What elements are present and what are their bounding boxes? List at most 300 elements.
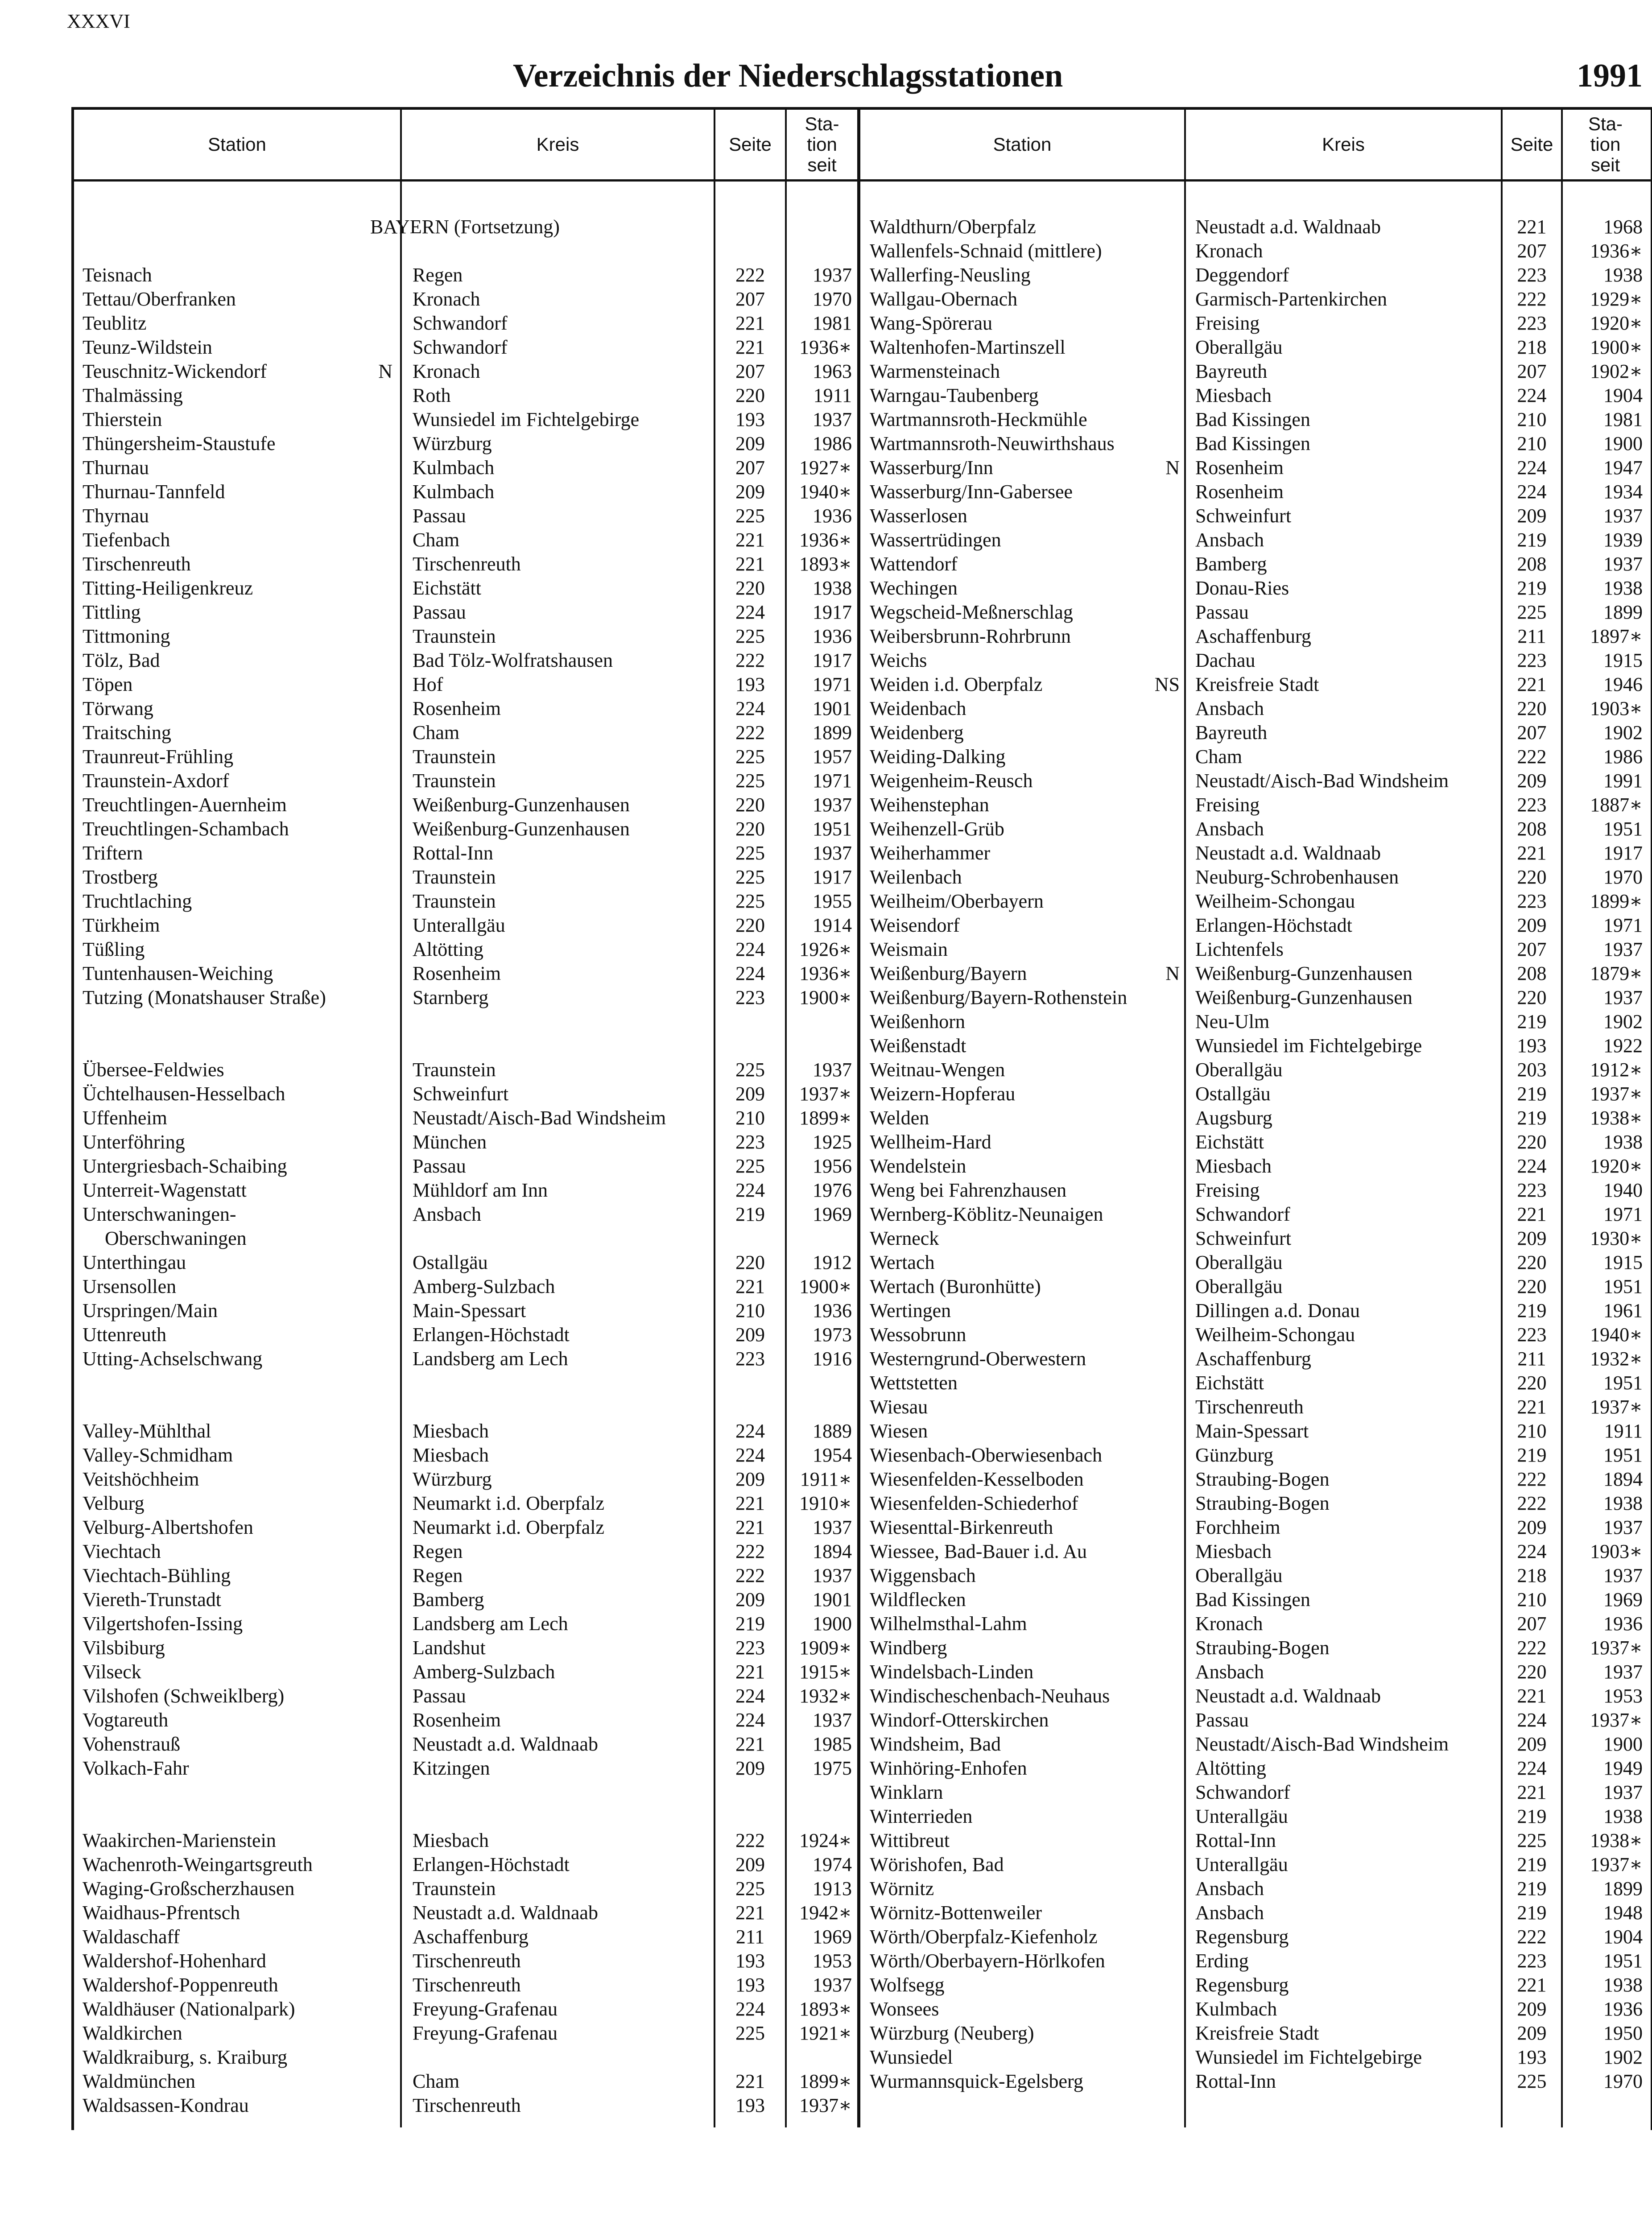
- station-name: Uffenheim: [83, 1107, 167, 1129]
- station-since-year: 1911: [1604, 1420, 1643, 1442]
- station-name: Wiesenttal-Birkenreuth: [870, 1516, 1053, 1538]
- table-row: [0, 335, 1652, 359]
- kreis-name: Bayreuth: [1195, 722, 1268, 743]
- station-since-year: 1937∗: [1590, 1396, 1643, 1418]
- station-since-year: 1937: [813, 1059, 852, 1081]
- table-row: [0, 1130, 1652, 1154]
- table-row: [0, 1949, 1652, 1973]
- station-name: Weißenhorn: [870, 1011, 965, 1032]
- station-since-year: 1937: [1603, 1516, 1643, 1538]
- station-name: Winklarn: [870, 1781, 943, 1803]
- kreis-name: Traunstein: [413, 890, 496, 912]
- station-name: Weihenzell-Grüb: [870, 818, 1004, 840]
- station-name: Triftern: [83, 842, 143, 864]
- station-since-year: 1927∗: [799, 457, 852, 479]
- station-name: Wunsiedel: [870, 2046, 953, 2068]
- page-number-cell: 209: [1517, 914, 1547, 936]
- kreis-name: Neustadt a.d. Waldnaab: [1195, 842, 1381, 864]
- page-number-cell: 224: [1517, 1540, 1547, 1562]
- page-number-cell: 223: [735, 1348, 765, 1370]
- page-number-cell: 210: [1517, 433, 1547, 454]
- page-number-cell: 222: [735, 1565, 765, 1586]
- kreis-name: Ansbach: [1195, 1661, 1264, 1683]
- station-since-year: 1938: [1603, 264, 1643, 286]
- kreis-name: Weilheim-Schongau: [1195, 890, 1355, 912]
- station-since-year: 1951: [1603, 1950, 1643, 1972]
- kreis-name: Passau: [413, 1685, 466, 1707]
- station-name: Waldkirchen: [83, 2022, 182, 2044]
- station-name: Tuntenhausen-Weiching: [83, 962, 273, 984]
- page-number-cell: 219: [1517, 1805, 1547, 1827]
- station-name: Wiggensbach: [870, 1565, 976, 1586]
- station-since-year: 1939: [1603, 529, 1643, 551]
- page-number-cell: 219: [1517, 1083, 1547, 1105]
- station-since-year: 1937: [1603, 1781, 1643, 1803]
- page-number-cell: 209: [735, 1324, 765, 1346]
- station-name: Wattendorf: [870, 553, 958, 575]
- station-name: Viereth-Trunstadt: [83, 1589, 222, 1611]
- station-name: Titting-Heiligenkreuz: [83, 577, 253, 599]
- station-name: Weichs: [870, 649, 927, 671]
- station-since-year: 1937: [813, 1516, 852, 1538]
- station-name: Wertach: [870, 1251, 935, 1273]
- station-since-year: 1974: [813, 1854, 852, 1875]
- kreis-name: Traunstein: [413, 770, 496, 792]
- kreis-name: Bamberg: [1195, 553, 1267, 575]
- station-since-year: 1932∗: [1590, 1348, 1643, 1370]
- station-name: Tutzing (Monatshauser Straße): [83, 987, 326, 1008]
- station-since-year: 1937: [813, 1974, 852, 1996]
- station-name: Treuchtlingen-Schambach: [83, 818, 289, 840]
- page-number-cell: 222: [1517, 1468, 1547, 1490]
- page-year: 1991: [1577, 58, 1643, 94]
- kreis-name: Kronach: [1195, 240, 1263, 262]
- kreis-name: Neustadt/Aisch-Bad Windsheim: [413, 1107, 666, 1129]
- station-name: Tittling: [83, 601, 141, 623]
- station-name: Weiden i.d. Oberpfalz: [870, 673, 1043, 695]
- kreis-name: Oberallgäu: [1195, 1059, 1283, 1081]
- page-number-cell: 193: [735, 2094, 765, 2116]
- station-since-year: 1900: [1603, 1733, 1643, 1755]
- station-name: Wettstetten: [870, 1372, 958, 1394]
- page-number-cell: 208: [1517, 553, 1547, 575]
- station-name: Waakirchen-Marienstein: [83, 1829, 276, 1851]
- page-number-cell: 203: [1517, 1059, 1547, 1081]
- page-number-cell: 219: [1517, 1878, 1547, 1900]
- kreis-name: München: [413, 1131, 487, 1153]
- table-row: [0, 576, 1652, 600]
- kreis-name: Weilheim-Schongau: [1195, 1324, 1355, 1346]
- kreis-name: Regensburg: [1195, 1974, 1289, 1996]
- station-since-year: 1920∗: [1590, 1155, 1643, 1177]
- kreis-name: Forchheim: [1195, 1516, 1280, 1538]
- page-number-cell: 225: [735, 1155, 765, 1177]
- page-number-cell: 223: [1517, 890, 1547, 912]
- page-number-cell: 219: [1517, 1902, 1547, 1924]
- page-number-cell: 209: [735, 481, 765, 503]
- station-name: Wessobrunn: [870, 1324, 966, 1346]
- kreis-name: Tirschenreuth: [413, 553, 521, 575]
- kreis-name: Kronach: [413, 288, 480, 310]
- station-since-year: 1899∗: [1590, 890, 1643, 912]
- station-since-year: 1917: [1603, 842, 1643, 864]
- station-since-year: 1921∗: [799, 2022, 852, 2044]
- page-number-cell: 220: [1517, 1372, 1547, 1394]
- table-row: [0, 1443, 1652, 1467]
- kreis-name: Traunstein: [413, 1878, 496, 1900]
- station-since-year: 1937: [813, 1709, 852, 1731]
- page-number-cell: 221: [735, 336, 765, 358]
- station-since-year: 1899∗: [799, 1107, 852, 1129]
- kreis-name: Erding: [1195, 1950, 1249, 1972]
- station-since-year: 1917: [813, 866, 852, 888]
- table-row: [0, 1877, 1652, 1901]
- kreis-name: Dachau: [1195, 649, 1256, 671]
- station-name: Weilheim/Oberbayern: [870, 890, 1044, 912]
- station-since-year: 1969: [813, 1203, 852, 1225]
- kreis-name: Wunsiedel im Fichtelgebirge: [1195, 2046, 1422, 2068]
- station-name: Windelsbach-Linden: [870, 1661, 1034, 1683]
- table-row: [0, 817, 1652, 841]
- page-number-cell: 223: [735, 987, 765, 1008]
- page-number-cell: 219: [1517, 1854, 1547, 1875]
- table-row: [0, 1082, 1652, 1106]
- station-name: Weidenbach: [870, 698, 966, 719]
- page-number-cell: 210: [1517, 409, 1547, 430]
- kreis-name: Ansbach: [1195, 1902, 1264, 1924]
- page-number-cell: 207: [735, 457, 765, 479]
- table-row: [0, 1805, 1652, 1829]
- station-since-year: 1893∗: [799, 553, 852, 575]
- page-number-cell: 224: [1517, 1155, 1547, 1177]
- station-name: Waging-Großscherzhausen: [83, 1878, 295, 1900]
- kreis-name: Erlangen-Höchstadt: [413, 1324, 570, 1346]
- table-row: [0, 456, 1652, 480]
- table-row: [0, 1178, 1652, 1202]
- kreis-name: Wunsiedel im Fichtelgebirge: [413, 409, 640, 430]
- station-since-year: 1936: [813, 625, 852, 647]
- station-name: Weismain: [870, 938, 948, 960]
- page-number-cell: 223: [1517, 1324, 1547, 1346]
- table-row: [0, 1491, 1652, 1516]
- station-since-year: 1894: [813, 1540, 852, 1562]
- table-row: [0, 697, 1652, 721]
- kreis-name: Passau: [413, 601, 466, 623]
- table-row: [0, 432, 1652, 456]
- kreis-name: Main-Spessart: [1195, 1420, 1309, 1442]
- station-name: Waldershof-Hohenhard: [83, 1950, 266, 1972]
- station-since-year: 1902: [1603, 2046, 1643, 2068]
- page-number-cell: 225: [1517, 2070, 1547, 2092]
- station-name: Würzburg (Neuberg): [870, 2022, 1034, 2044]
- kreis-name: Main-Spessart: [413, 1300, 526, 1321]
- kreis-name: Neumarkt i.d. Oberpfalz: [413, 1516, 605, 1538]
- kreis-name: Kitzingen: [413, 1757, 490, 1779]
- station-name: Wiesenbach-Oberwiesenbach: [870, 1444, 1103, 1466]
- kreis-name: Traunstein: [413, 625, 496, 647]
- page-number-cell: 220: [1517, 1276, 1547, 1297]
- page-number-cell: 193: [1517, 2046, 1547, 2068]
- header-seite: Seite: [1510, 134, 1553, 155]
- station-name: Weilenbach: [870, 866, 962, 888]
- page-number-cell: 222: [735, 649, 765, 671]
- station-since-year: 1925: [813, 1131, 852, 1153]
- kreis-name: Würzburg: [413, 433, 492, 454]
- page-number-cell: 221: [735, 1661, 765, 1683]
- station-since-year: 1940∗: [1590, 1324, 1643, 1346]
- station-since-year: 1902: [1603, 722, 1643, 743]
- station-since-year: 1963: [813, 360, 852, 382]
- station-name: Windberg: [870, 1637, 947, 1659]
- station-since-year: 1971: [1603, 914, 1643, 936]
- page-number-cell: 209: [1517, 1227, 1547, 1249]
- kreis-name: Freising: [1195, 794, 1260, 816]
- station-since-year: 1899∗: [799, 2070, 852, 2092]
- page-number-cell: 224: [735, 1709, 765, 1731]
- station-name: Weißenstadt: [870, 1035, 966, 1057]
- page-number-cell: 222: [1517, 1926, 1547, 1948]
- station-name: Windorf-Otterskirchen: [870, 1709, 1049, 1731]
- station-since-year: 1947: [1603, 457, 1643, 479]
- kreis-name: Freyung-Grafenau: [413, 2022, 558, 2044]
- page-number-cell: 223: [1517, 1950, 1547, 1972]
- station-since-year: 1936: [813, 1300, 852, 1321]
- kreis-name: Miesbach: [1195, 384, 1272, 406]
- table-row: [0, 937, 1652, 962]
- station-name: Wasserlosen: [870, 505, 967, 527]
- page-number-cell: 223: [1517, 312, 1547, 334]
- page-number-cell: 209: [1517, 1516, 1547, 1538]
- table-row: [0, 1010, 1652, 1034]
- page-number-cell: 209: [1517, 1998, 1547, 2020]
- station-name: Waldsassen-Kondrau: [83, 2094, 249, 2116]
- page-number-cell: 219: [735, 1203, 765, 1225]
- table-row: [0, 2094, 1652, 2118]
- station-since-year: 1981: [1603, 409, 1643, 430]
- station-since-year: 1951: [1603, 1276, 1643, 1297]
- station-name: Weiding-Dalking: [870, 746, 1006, 768]
- kreis-name: Weißenburg-Gunzenhausen: [1195, 962, 1412, 984]
- page-number-cell: 207: [735, 360, 765, 382]
- station-name: Wörishofen, Bad: [870, 1854, 1004, 1875]
- kreis-name: Straubing-Bogen: [1195, 1492, 1330, 1514]
- page-number-cell: 207: [1517, 722, 1547, 743]
- page-number-cell: 221: [1517, 1203, 1547, 1225]
- page-number-cell: 220: [735, 914, 765, 936]
- page-number-cell: 224: [1517, 457, 1547, 479]
- kreis-name: Passau: [413, 505, 466, 527]
- station-name: Wiesenfelden-Kesselboden: [870, 1468, 1084, 1490]
- kreis-name: Cham: [413, 2070, 460, 2092]
- station-name: Valley-Schmidham: [83, 1444, 233, 1466]
- station-name: Weng bei Fahrenzhausen: [870, 1179, 1067, 1201]
- station-since-year: 1893∗: [799, 1998, 852, 2020]
- page-number-cell: 221: [735, 553, 765, 575]
- kreis-name: Miesbach: [1195, 1155, 1272, 1177]
- page-number-cell: 222: [1517, 1492, 1547, 1514]
- page-number-cell: 209: [1517, 505, 1547, 527]
- kreis-name: Miesbach: [413, 1829, 489, 1851]
- page-number-cell: 219: [1517, 577, 1547, 599]
- station-since-year: 1936∗: [1590, 240, 1643, 262]
- kreis-name: Ansbach: [1195, 698, 1264, 719]
- station-name: Welden: [870, 1107, 929, 1129]
- station-since-year: 1969: [1603, 1589, 1643, 1611]
- table-row: [0, 673, 1652, 697]
- station-name: Tettau/Oberfranken: [83, 288, 236, 310]
- station-name: Wartmannsroth-Heckmühle: [870, 409, 1087, 430]
- table-row: [0, 1853, 1652, 1877]
- page-number-cell: 209: [735, 1083, 765, 1105]
- table-row: [0, 1973, 1652, 1997]
- station-since-year: 1951: [1603, 1444, 1643, 1466]
- station-name: Thalmässing: [83, 384, 183, 406]
- station-since-year: 1946: [1603, 673, 1643, 695]
- station-name: Wiesenfelden-Schiederhof: [870, 1492, 1078, 1514]
- station-since-year: 1902∗: [1590, 360, 1643, 382]
- station-since-year: 1938: [1603, 577, 1643, 599]
- table-row: [0, 841, 1652, 865]
- kreis-name: Eichstätt: [413, 577, 481, 599]
- page-number-cell: 220: [735, 818, 765, 840]
- station-since-year: 1937∗: [1590, 1854, 1643, 1875]
- station-name: Wassertrüdingen: [870, 529, 1001, 551]
- station-name: Weitnau-Wengen: [870, 1059, 1005, 1081]
- station-since-year: 1937: [813, 794, 852, 816]
- station-since-year: 1912∗: [1590, 1059, 1643, 1081]
- table-row: [0, 287, 1652, 311]
- kreis-name: Günzburg: [1195, 1444, 1274, 1466]
- table-row: [0, 1034, 1652, 1058]
- kreis-name: Traunstein: [413, 746, 496, 768]
- page-number-cell: 209: [1517, 1733, 1547, 1755]
- table-row: [0, 1371, 1652, 1395]
- page-number-cell: 225: [735, 842, 765, 864]
- page-number-cell: 224: [1517, 1709, 1547, 1731]
- station-since-year: 1971: [813, 673, 852, 695]
- page-number-cell: 223: [1517, 264, 1547, 286]
- kreis-name: Garmisch-Partenkirchen: [1195, 288, 1388, 310]
- station-since-year: 1900∗: [799, 987, 852, 1008]
- station-since-year: 1936: [1603, 1613, 1643, 1635]
- station-since-year: 1922: [1603, 1035, 1643, 1057]
- page-number-cell: 221: [1517, 1781, 1547, 1803]
- page-number-cell: 223: [1517, 649, 1547, 671]
- station-since-year: 1937: [813, 842, 852, 864]
- station-since-year: 1953: [1603, 1685, 1643, 1707]
- table-row: [0, 1202, 1652, 1226]
- kreis-name: Ostallgäu: [413, 1251, 488, 1273]
- station-since-year: 1920∗: [1590, 312, 1643, 334]
- page-number-cell: 220: [1517, 987, 1547, 1008]
- station-name: Weibersbrunn-Rohrbrunn: [870, 625, 1071, 647]
- kreis-name: Erlangen-Höchstadt: [413, 1854, 570, 1875]
- page-number-cell: 223: [1517, 1179, 1547, 1201]
- station-since-year: 1899: [1603, 1878, 1643, 1900]
- kreis-name: Neustadt/Aisch-Bad Windsheim: [1195, 1733, 1449, 1755]
- header-station: Station: [993, 134, 1052, 155]
- kreis-name: Landshut: [413, 1637, 486, 1659]
- kreis-name: Altötting: [413, 938, 483, 960]
- table-row: [0, 1829, 1652, 1853]
- station-since-year: 1912: [813, 1251, 852, 1273]
- kreis-name: Weißenburg-Gunzenhausen: [413, 818, 630, 840]
- kreis-name: Schwandorf: [1195, 1203, 1290, 1225]
- page-number-cell: 220: [1517, 866, 1547, 888]
- kreis-name: Tirschenreuth: [413, 1950, 521, 1972]
- table-row: [0, 1106, 1652, 1130]
- station-since-year: 1937: [1603, 938, 1643, 960]
- page-number-cell: 222: [1517, 288, 1547, 310]
- station-since-year: 1936∗: [799, 336, 852, 358]
- station-name: Weizern-Hopferau: [870, 1083, 1016, 1105]
- station-name: Windsheim, Bad: [870, 1733, 1001, 1755]
- page-number-cell: 223: [1517, 794, 1547, 816]
- page-number-cell: 219: [1517, 1011, 1547, 1032]
- station-name: Wertach (Buronhütte): [870, 1276, 1041, 1297]
- page-number-cell: 224: [735, 938, 765, 960]
- station-since-year: 1937: [1603, 987, 1643, 1008]
- kreis-name: Erlangen-Höchstadt: [1195, 914, 1352, 936]
- kreis-name: Straubing-Bogen: [1195, 1637, 1330, 1659]
- station-since-year: 1938: [1603, 1974, 1643, 1996]
- station-since-year: 1938∗: [1590, 1107, 1643, 1129]
- page-number-cell: 207: [1517, 938, 1547, 960]
- station-since-year: 1899: [1603, 601, 1643, 623]
- table-row: [0, 2045, 1652, 2069]
- table-row: [0, 263, 1652, 287]
- kreis-name: Oberallgäu: [1195, 336, 1283, 358]
- page-number-cell: 222: [735, 264, 765, 286]
- station-since-year: 1937: [1603, 1661, 1643, 1683]
- station-name: Vilshofen (Schweiklberg): [83, 1685, 285, 1707]
- kreis-name: Cham: [413, 529, 460, 551]
- station-since-year: 1910∗: [799, 1492, 852, 1514]
- station-since-year: 1929∗: [1590, 288, 1643, 310]
- table-row: [0, 962, 1652, 986]
- station-name: Üchtelhausen-Hesselbach: [83, 1083, 285, 1105]
- station-since-year: 1894: [1603, 1468, 1643, 1490]
- page-number-cell: 220: [735, 577, 765, 599]
- table-row: [0, 1732, 1652, 1756]
- kreis-name: Ostallgäu: [1195, 1083, 1271, 1105]
- station-name: Teuschnitz-Wickendorf: [83, 360, 267, 382]
- station-since-year: 1900∗: [1590, 336, 1643, 358]
- kreis-name: Passau: [413, 1155, 466, 1177]
- station-name: Wang-Spörerau: [870, 312, 993, 334]
- kreis-name: Kulmbach: [1195, 1998, 1277, 2020]
- page-number-cell: 209: [735, 1589, 765, 1611]
- station-since-year: 1917: [813, 601, 852, 623]
- table-row: [0, 2021, 1652, 2045]
- station-name: Wildflecken: [870, 1589, 966, 1611]
- table-row: [0, 865, 1652, 889]
- station-since-year: 1985: [813, 1733, 852, 1755]
- page-number-cell: 208: [1517, 818, 1547, 840]
- station-name: Törwang: [83, 698, 153, 719]
- station-name: Tittmoning: [83, 625, 170, 647]
- kreis-name: Eichstätt: [1195, 1131, 1264, 1153]
- table-row: [0, 913, 1652, 937]
- station-since-year: 1938: [1603, 1131, 1643, 1153]
- page-number-cell: 219: [1517, 529, 1547, 551]
- kreis-name: Passau: [1195, 601, 1249, 623]
- station-name: Wertingen: [870, 1300, 951, 1321]
- station-name: Wernberg-Köblitz-Neunaigen: [870, 1203, 1103, 1225]
- table-row: [0, 793, 1652, 817]
- kreis-name: Tirschenreuth: [1195, 1396, 1304, 1418]
- station-name: Wittibreut: [870, 1829, 950, 1851]
